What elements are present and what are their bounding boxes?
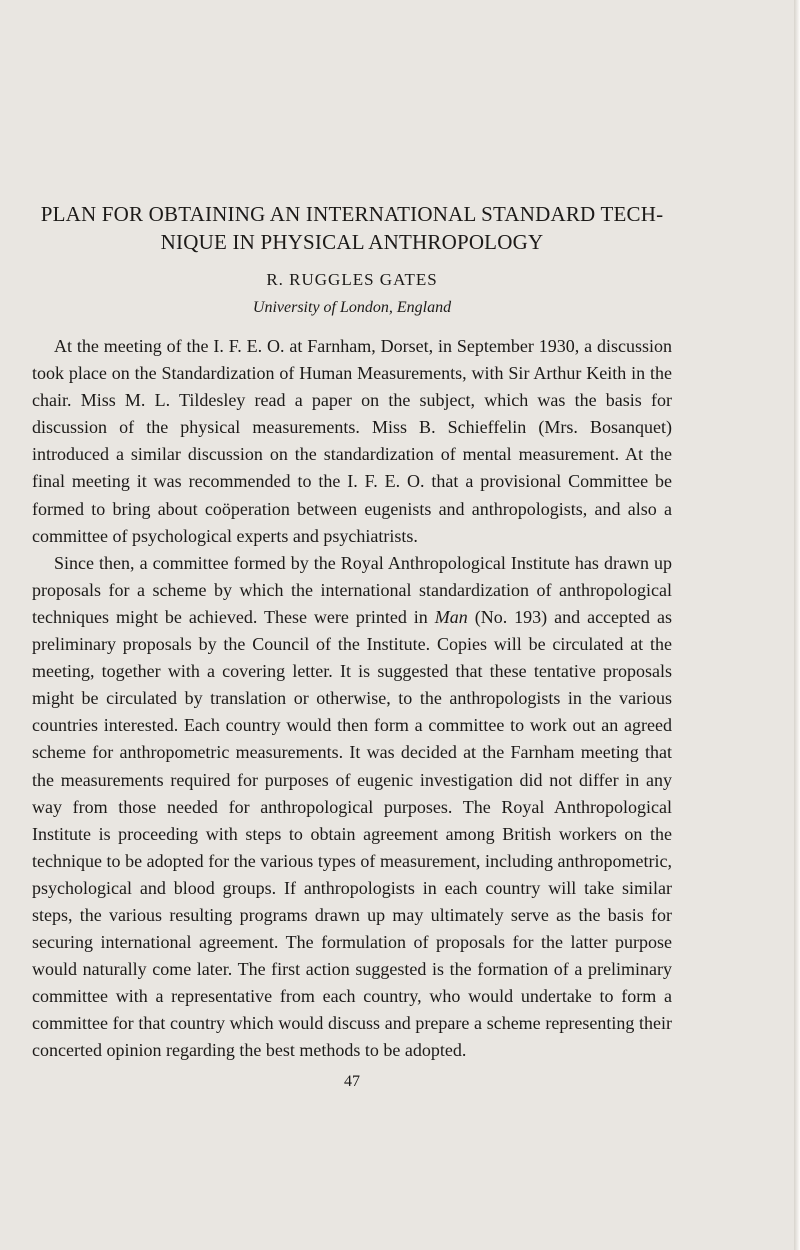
title-line-2: NIQUE IN PHYSICAL ANTHROPOLOGY	[160, 230, 544, 254]
article-body	[32, 333, 672, 1065]
author-affiliation: University of London, England	[252, 299, 452, 316]
paragraph-2-part-a: Since then, a committee formed by the Royal Anthropological Institute has drawn up proposals for a scheme by which the international standardization of anthropological techniques might be achieved. These were printed in	[32, 552, 672, 627]
article-title	[32, 200, 672, 256]
author-name: R. RUGGLES GATES	[266, 270, 438, 289]
page-edge-shadow	[794, 0, 800, 1250]
paragraph-1: At the meeting of the I. F. E. O. at Farnham, Dorset, in September 1930, a discussion took place on the Standardization of Human Measurements, with Sir Arthur Keith in the chair. Miss M. L. Tildesley read a paper on the subject, which was the basis for discussion of the physical measurements. Miss B. Schieffelin (Mrs. Bosanquet) introduced a similar discussion on the standardization of mental measurement. At the final meeting it was recommended to the I. F. E. O. that a provisional Committee be formed to bring about coöperation between eugenists and anthropologists, and also a committee of psychological experts and psychiatrists.	[32, 336, 672, 546]
paragraph-2	[32, 550, 672, 1065]
page-number: 47	[344, 1072, 360, 1090]
paragraph-2-part-b: (No. 193) and accepted as preliminary proposals by the Council of the Institute. Copies will be circulated at the meeting, together with a covering letter. It is suggested that these tentative proposals might be circulated by translation or otherwise, to the anthropologists in the various countries interested. Each country would then form a committee to work out an agreed scheme for anthropometric measurements. It was decided at the Farnham meeting that the measurements required for purposes of eugenic investigation did not differ in any way from those needed for anthropological purposes. The Royal Anthropological Institute is proceeding with steps to obtain agreement among British workers on the technique to be adopted for the various types of measurement, including anthropometric, psychological and blood groups. If anthropologists in each country will take similar steps, the various resulting programs drawn up may ultimately serve as the basis for securing international agreement. The formulation of proposals for the latter purpose would naturally come later. The first action suggested is the formation of a preliminary committee with a representative from each country, who would undertake to form a committee for that country which would discuss and prepare a scheme representing their concerted opinion regarding the best methods to be adopted.	[32, 606, 672, 1061]
journal-name-man: Man	[434, 606, 468, 627]
title-line-1: PLAN FOR OBTAINING AN INTERNATIONAL STANDARD TECH-	[40, 202, 664, 226]
paper-page	[32, 200, 672, 1091]
